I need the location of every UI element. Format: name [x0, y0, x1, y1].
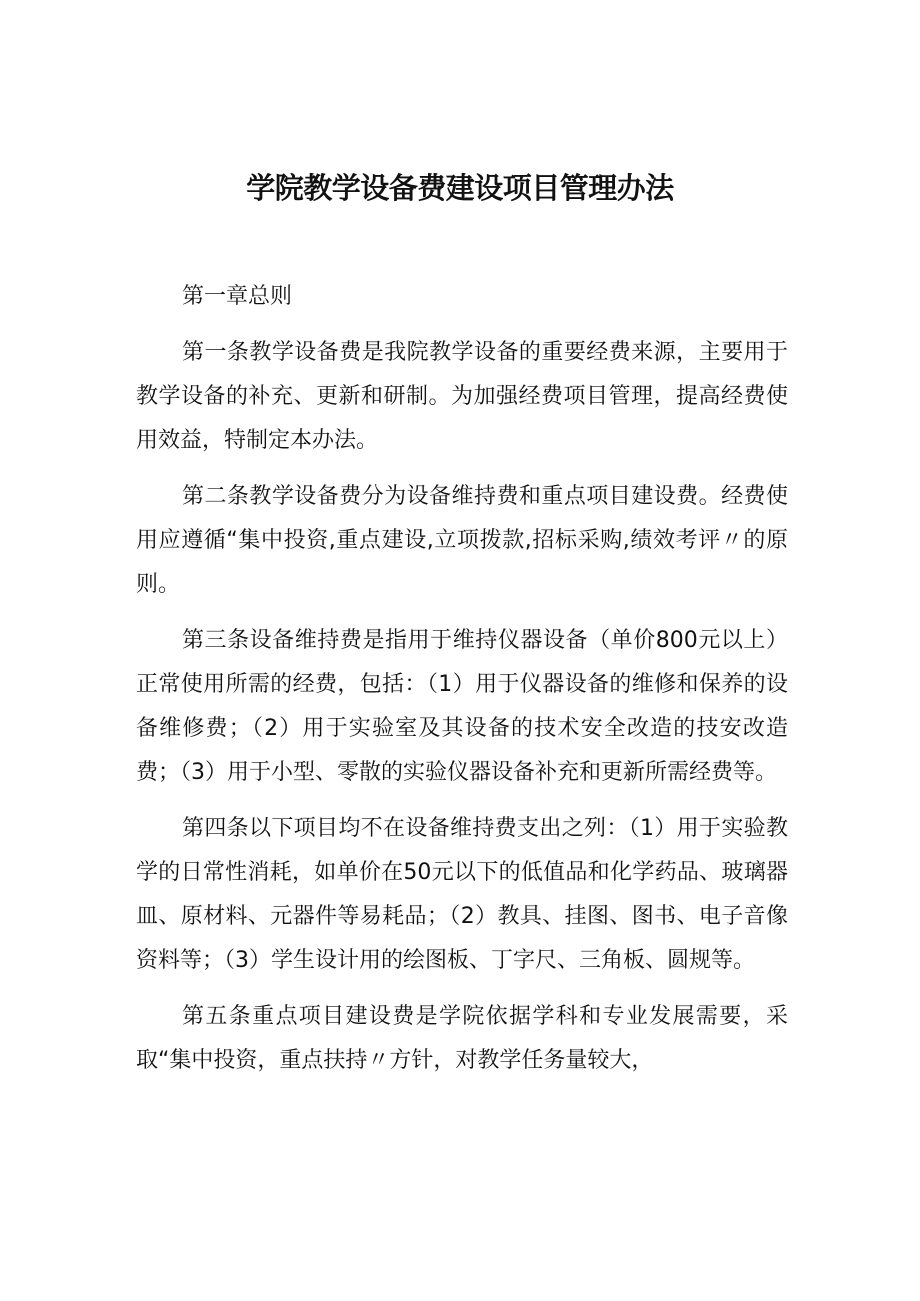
article-5-paragraph: 第五条重点项目建设费是学院依据学科和专业发展需要，采取“集中投资，重点扶持〃方针，对教学任务量较大， [136, 1004, 788, 1073]
document-body [136, 275, 788, 1095]
article-3-paragraph: 第三条设备维持费是指用于维持仪器设备（单价800元以上）正常使用所需的经费，包括：（1）用于仪器设备的维修和保养的设备维修费；（2）用于实验室及其设备的技术安全改造的技安改造费；（3）用于小型、零散的实验仪器设备补充和更新所需经费等。 [136, 628, 788, 785]
article-4-paragraph: 第四条以下项目均不在设备维持费支出之列：（1）用于实验教学的日常性消耗，如单价在50元以下的低值品和化学药品、玻璃器皿、原材料、元器件等易耗品；（2）教具、挂图、图书、电子音像资料等；（3）学生设计用的绘图板、丁字尺、三角板、圆规等。 [136, 816, 788, 973]
article-1-paragraph: 第一条教学设备费是我院教学设备的重要经费来源，主要用于教学设备的补充、更新和研制。为加强经费项目管理，提高经费使用效益，特制定本办法。 [136, 340, 788, 453]
chapter-heading: 第一章总则 [182, 284, 293, 309]
article-2-paragraph: 第二条教学设备费分为设备维持费和重点项目建设费。经费使用应遵循“集中投资,重点建设,立项拨款,招标采购,绩效考评〃的原则。 [136, 484, 788, 597]
document-title: 学院教学设备费建设项目管理办法 [246, 171, 674, 205]
